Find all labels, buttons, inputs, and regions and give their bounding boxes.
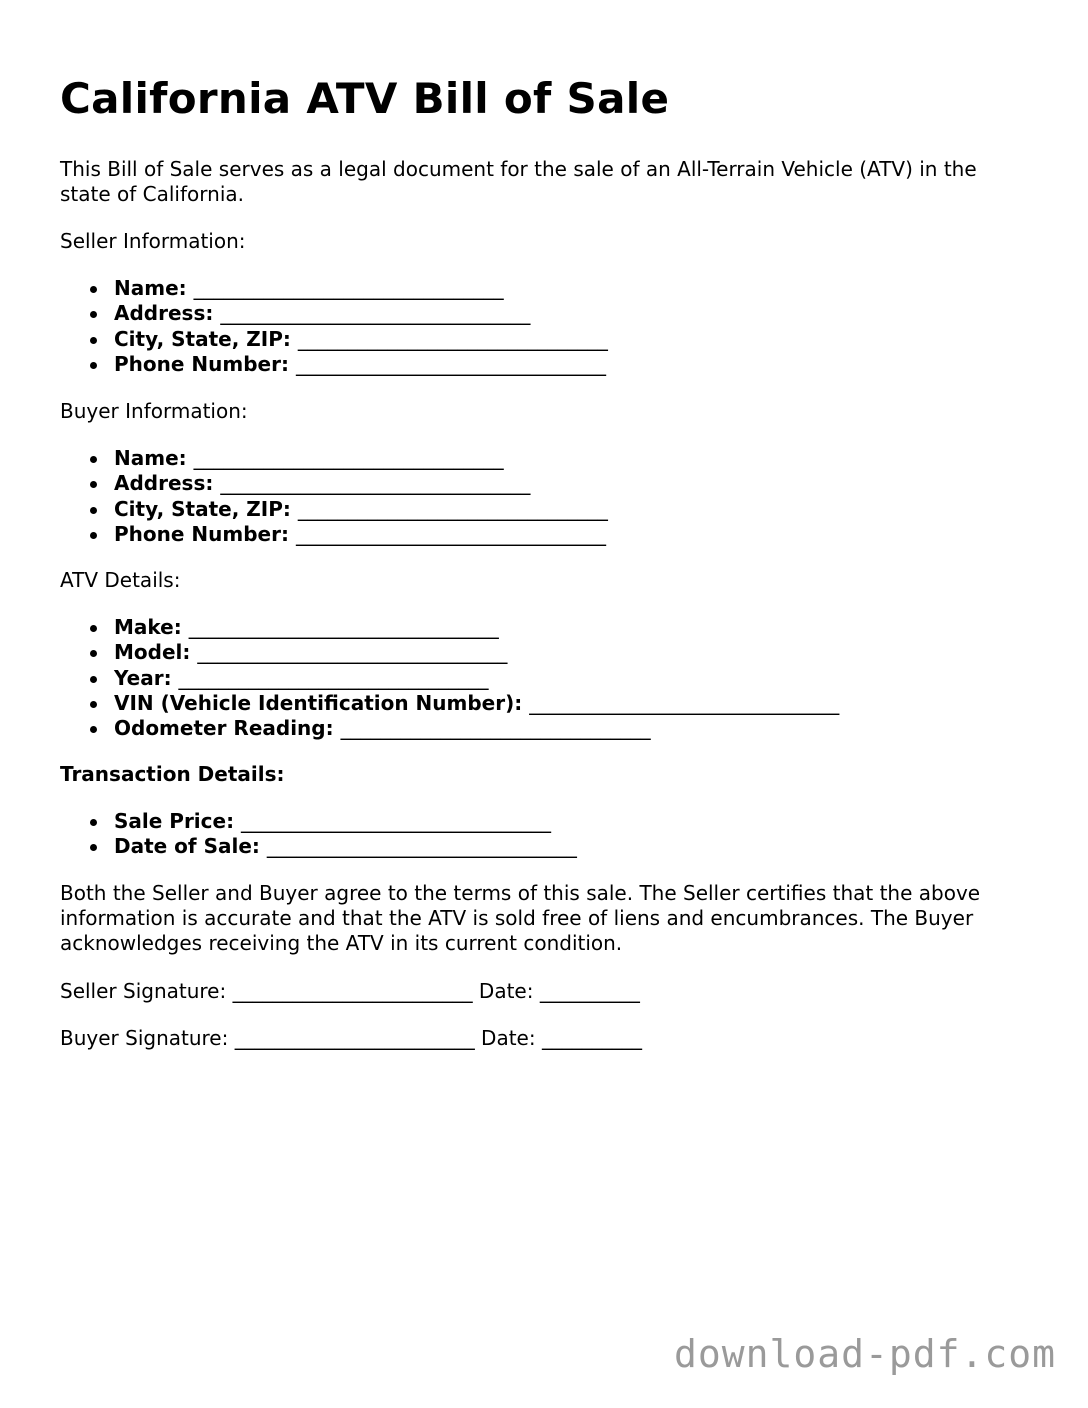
buyer-fields <box>60 446 608 547</box>
atv-model-field: Model: _______________________________ <box>60 640 839 665</box>
atv-vin-field: VIN (Vehicle Identification Number): _______________________________ <box>60 691 839 716</box>
intro-paragraph: This Bill of Sale serves as a legal document for the sale of an All-Terrain Vehicle (ATV) in the state of California. <box>60 157 977 206</box>
atv-odometer-field: Odometer Reading: _______________________________ <box>60 716 839 741</box>
buyer-heading: Buyer Information: <box>60 399 248 423</box>
seller-fields <box>60 276 608 377</box>
seller-phone-field: Phone Number: _______________________________ <box>60 352 608 377</box>
buyer-signature-line: Buyer Signature: ________________________ Date: __________ <box>60 1026 642 1050</box>
transaction-heading: Transaction Details: <box>60 762 285 786</box>
atv-heading: ATV Details: <box>60 568 181 592</box>
seller-city-state-zip-field: City, State, ZIP: _______________________________ <box>60 327 608 352</box>
atv-year-field: Year: _______________________________ <box>60 666 839 691</box>
watermark: download-pdf.com <box>673 1332 1056 1376</box>
agreement-paragraph: Both the Seller and Buyer agree to the terms of this sale. The Seller certifies that the above information is accurate and that the ATV is sold free of liens and encumbrances. The Buyer acknowledges receiving the ATV in its current condition. <box>60 881 981 955</box>
buyer-city-state-zip-field: City, State, ZIP: _______________________________ <box>60 497 608 522</box>
atv-fields <box>60 615 839 741</box>
seller-signature-line: Seller Signature: ________________________ Date: __________ <box>60 979 640 1003</box>
buyer-address-field: Address: _______________________________ <box>60 471 608 496</box>
atv-make-field: Make: _______________________________ <box>60 615 839 640</box>
date-of-sale-field: Date of Sale: _______________________________ <box>60 834 577 859</box>
seller-name-field: Name: _______________________________ <box>60 276 608 301</box>
page-title: California ATV Bill of Sale <box>60 74 670 123</box>
sale-price-field: Sale Price: _______________________________ <box>60 809 577 834</box>
seller-address-field: Address: _______________________________ <box>60 301 608 326</box>
transaction-fields <box>60 809 577 860</box>
seller-heading: Seller Information: <box>60 229 246 253</box>
buyer-phone-field: Phone Number: _______________________________ <box>60 522 608 547</box>
buyer-name-field: Name: _______________________________ <box>60 446 608 471</box>
